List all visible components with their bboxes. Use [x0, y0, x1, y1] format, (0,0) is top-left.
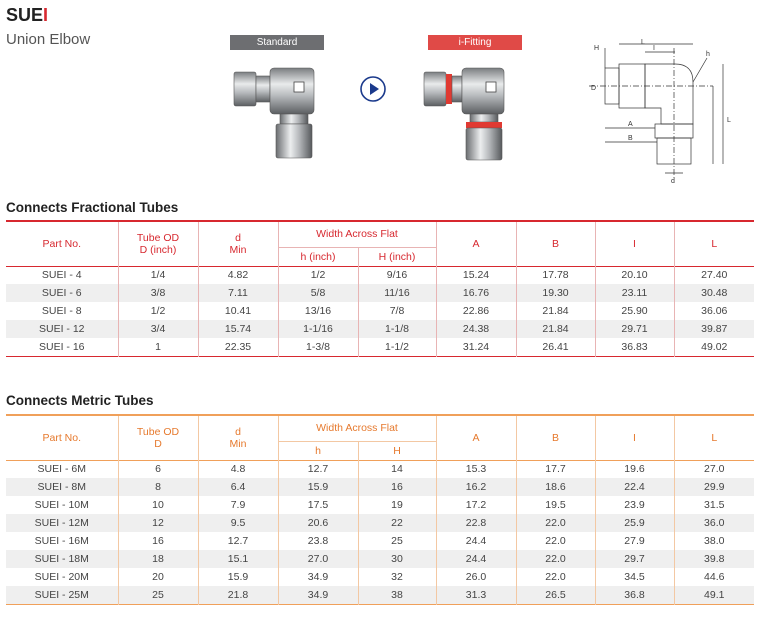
col-B: B [516, 221, 595, 266]
table-cell: 19.5 [516, 496, 595, 514]
table-cell: 29.7 [595, 550, 674, 568]
col-d: d Min [198, 221, 278, 266]
table-cell: 29.71 [595, 320, 674, 338]
table-cell: 7.9 [198, 496, 278, 514]
table-cell: 20.6 [278, 514, 358, 532]
metric-section-title: Connects Metric Tubes [6, 393, 154, 408]
label-L-top: L [641, 39, 645, 46]
metric-table [6, 414, 754, 605]
table-cell: 26.0 [436, 568, 516, 586]
table-cell: 25 [118, 586, 198, 604]
table-cell: 3/4 [118, 320, 198, 338]
table-cell: 30.48 [674, 284, 754, 302]
table-cell: 24.38 [436, 320, 516, 338]
table-cell: 15.9 [278, 478, 358, 496]
table-cell: 6.4 [198, 478, 278, 496]
table-cell: 44.6 [674, 568, 754, 586]
table-cell: 1/4 [118, 266, 198, 284]
table-cell: 1-3/8 [278, 338, 358, 356]
table-cell: 22.8 [436, 514, 516, 532]
table-cell: 27.0 [278, 550, 358, 568]
table-cell: 18 [118, 550, 198, 568]
table-cell: 6 [118, 460, 198, 478]
table-cell: 18.6 [516, 478, 595, 496]
table-cell: 8 [118, 478, 198, 496]
table-cell: 23.11 [595, 284, 674, 302]
table-cell: 27.0 [674, 460, 754, 478]
table-cell: 25.9 [595, 514, 674, 532]
table-row [6, 284, 754, 302]
table-row [6, 568, 754, 586]
table-cell: 34.9 [278, 568, 358, 586]
table-cell: 7.11 [198, 284, 278, 302]
table-cell: 15.1 [198, 550, 278, 568]
table-cell: 20 [118, 568, 198, 586]
table-cell: SUEI - 16 [38, 340, 85, 353]
table-cell: SUEI - 25M [6, 586, 118, 604]
col-L: L [674, 221, 754, 266]
table-cell: 15.3 [436, 460, 516, 478]
table-cell: 1-1/2 [358, 338, 436, 356]
table-row [6, 478, 754, 496]
table-cell: 10.41 [198, 302, 278, 320]
table-row [6, 460, 754, 478]
table-cell: 39.87 [674, 320, 754, 338]
table-cell: 24.4 [436, 550, 516, 568]
col-width-across-flat: Width Across Flat [278, 221, 436, 247]
table-cell: 30 [358, 550, 436, 568]
table-cell: 10 [118, 496, 198, 514]
table-cell: 26.41 [516, 338, 595, 356]
table-cell: 13/16 [278, 302, 358, 320]
table-cell: 22 [358, 514, 436, 532]
table-cell: 7/8 [358, 302, 436, 320]
table-cell: 12.7 [198, 532, 278, 550]
table-cell: 15.9 [198, 568, 278, 586]
table-cell: SUEI - 12M [6, 514, 118, 532]
play-arrow-icon [360, 76, 386, 102]
table-row [6, 266, 754, 284]
table-cell: SUEI - 18M [6, 550, 118, 568]
table-cell: 38 [358, 586, 436, 604]
table-row [6, 550, 754, 568]
table-cell: SUEI - 12 [6, 320, 118, 338]
col-H-inch: H (inch) [358, 247, 436, 266]
table-cell: 16.2 [436, 478, 516, 496]
table-cell: SUEI - 8M [6, 478, 118, 496]
label-D: D [591, 85, 597, 92]
table-cell: 1-1/8 [358, 320, 436, 338]
title-accent: I [43, 5, 49, 25]
table-cell: 19.6 [595, 460, 674, 478]
table-cell: 19.30 [516, 284, 595, 302]
col-h-inch: h (inch) [278, 247, 358, 266]
table-cell: 49.02 [674, 338, 754, 356]
col-width-across-flat: Width Across Flat [278, 415, 436, 441]
label-H: H [594, 45, 600, 52]
table-cell: 27.9 [595, 532, 674, 550]
table-cell: 21.8 [198, 586, 278, 604]
fractional-section-title: Connects Fractional Tubes [6, 200, 179, 215]
label-h: h [706, 51, 710, 58]
table-cell: 5/8 [278, 284, 358, 302]
col-A: A [436, 415, 516, 460]
table-row [6, 338, 754, 356]
table-cell: SUEI - 6M [37, 463, 86, 476]
table-cell: 34.5 [595, 568, 674, 586]
table-cell: 24.4 [436, 532, 516, 550]
table-cell: 12.7 [278, 460, 358, 478]
table-cell: 31.5 [674, 496, 754, 514]
label-d: d [671, 178, 675, 185]
col-h: h [278, 441, 358, 460]
col-tube-od: Tube OD D [118, 415, 198, 460]
table-cell: 27.40 [674, 266, 754, 284]
table-cell: 26.5 [516, 586, 595, 604]
table-cell: 36.83 [595, 338, 674, 356]
table-cell: 38.0 [674, 532, 754, 550]
table-cell: 4.82 [198, 266, 278, 284]
col-part-no: Part No. [42, 237, 81, 250]
table-cell: 25.90 [595, 302, 674, 320]
table-cell: SUEI - 10M [34, 499, 89, 511]
table-cell: 16.76 [436, 284, 516, 302]
table-cell: 25 [358, 532, 436, 550]
table-cell: 22.86 [436, 302, 516, 320]
col-A: A [436, 221, 516, 266]
page-subtitle: Union Elbow [6, 31, 91, 48]
table-cell: 9.5 [198, 514, 278, 532]
table-row [6, 320, 754, 338]
label-B: B [628, 135, 633, 142]
table-cell: SUEI - 6 [6, 284, 118, 302]
table-cell: 36.0 [674, 514, 754, 532]
table-cell: 22.0 [516, 532, 595, 550]
table-cell: 15.74 [198, 320, 278, 338]
table-cell: 20.10 [595, 266, 674, 284]
dimension-drawing [583, 38, 743, 188]
table-cell: SUEI - 16M [34, 535, 89, 547]
table-row [6, 496, 754, 514]
table-cell: 12 [118, 514, 198, 532]
table-row [6, 532, 754, 550]
label-A: A [628, 121, 633, 128]
table-cell: 39.8 [674, 550, 754, 568]
table-cell: 49.1 [674, 586, 754, 604]
table-cell: 36.8 [595, 586, 674, 604]
table-cell: 21.84 [516, 302, 595, 320]
table-cell: 29.9 [674, 478, 754, 496]
table-cell: 17.78 [516, 266, 595, 284]
standard-tag: Standard [230, 35, 324, 50]
label-I: I [653, 45, 655, 52]
col-tube-od: Tube OD D (inch) [118, 221, 198, 266]
table-cell: 16 [118, 532, 198, 550]
col-H: H [358, 441, 436, 460]
table-row [6, 302, 754, 320]
table-cell: 17.5 [278, 496, 358, 514]
ifitting-tag: i-Fitting [428, 35, 522, 50]
table-cell: 32 [358, 568, 436, 586]
col-part-no: Part No. [42, 431, 81, 444]
col-I: I [595, 415, 674, 460]
col-d: d Min [198, 415, 278, 460]
table-cell: 23.9 [595, 496, 674, 514]
table-cell: 3/8 [118, 284, 198, 302]
table-cell: 34.9 [278, 586, 358, 604]
col-B: B [516, 415, 595, 460]
table-cell: 21.84 [516, 320, 595, 338]
table-row [6, 586, 754, 604]
table-cell: 1/2 [118, 302, 198, 320]
table-cell: 17.2 [436, 496, 516, 514]
table-cell: 1-1/16 [278, 320, 358, 338]
table-cell: 1 [118, 338, 198, 356]
table-row [6, 514, 754, 532]
table-cell: 1/2 [278, 266, 358, 284]
table-cell: 19 [358, 496, 436, 514]
table-cell: 36.06 [674, 302, 754, 320]
table-cell: 9/16 [358, 266, 436, 284]
table-cell: 22.0 [516, 568, 595, 586]
page-title: SUEI [6, 5, 49, 25]
label-L-side: L [727, 117, 731, 124]
table-cell: 22.35 [198, 338, 278, 356]
table-cell: 11/16 [358, 284, 436, 302]
table-cell: 23.8 [278, 532, 358, 550]
table-cell: SUEI - 4 [41, 269, 82, 282]
table-cell: 16 [358, 478, 436, 496]
table-cell: 4.8 [198, 460, 278, 478]
table-cell: 15.24 [436, 266, 516, 284]
standard-fitting-image [232, 60, 332, 164]
table-cell: 14 [358, 460, 436, 478]
table-cell: SUEI - 8 [41, 305, 82, 317]
fractional-table [6, 220, 754, 357]
table-cell: 17.7 [516, 460, 595, 478]
col-L: L [674, 415, 754, 460]
col-I: I [595, 221, 674, 266]
table-cell: 31.3 [436, 586, 516, 604]
ifitting-image [420, 60, 520, 164]
table-cell: 22.4 [595, 478, 674, 496]
table-cell: 22.0 [516, 550, 595, 568]
table-cell: SUEI - 20M [34, 571, 89, 583]
table-cell: 22.0 [516, 514, 595, 532]
table-cell: 31.24 [436, 338, 516, 356]
